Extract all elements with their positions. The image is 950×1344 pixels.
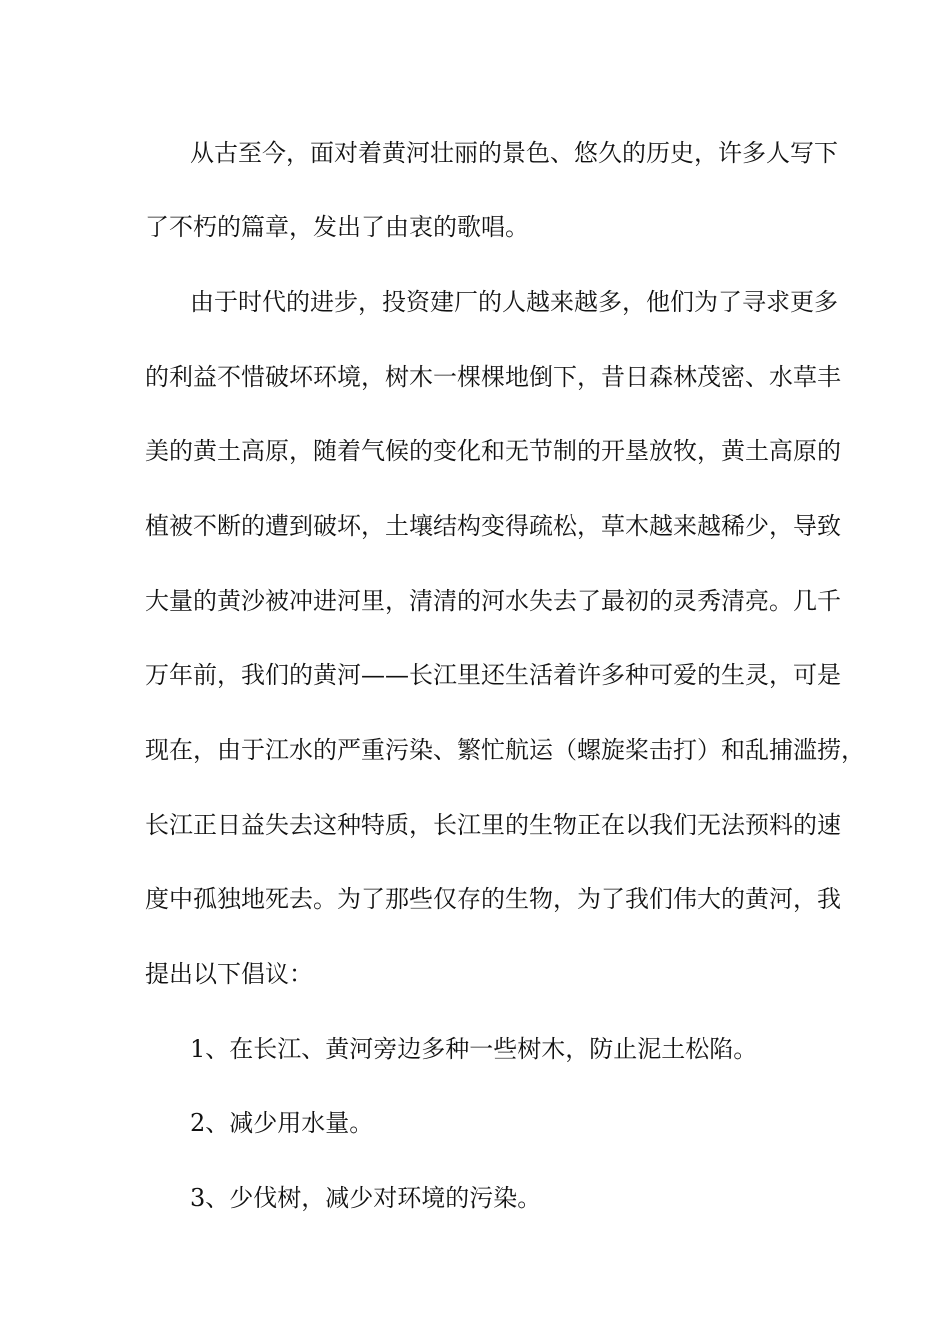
paragraph-2-line-1: 由于时代的进步，投资建厂的人越来越多，他们为了寻求更多 — [190, 288, 838, 316]
proposal-item-1: 1、在长江、黄河旁边多种一些树木，防止泥土松陷。 — [190, 1035, 758, 1063]
paragraph-2-line-5: 大量的黄沙被冲进河里，清清的河水失去了最初的灵秀清亮。几千 — [145, 587, 841, 615]
paragraph-2-line-10: 提出以下倡议： — [145, 960, 313, 988]
paragraph-2-line-6: 万年前，我们的黄河——长江里还生活着许多种可爱的生灵，可是 — [145, 661, 841, 689]
paragraph-2-line-3: 美的黄土高原，随着气候的变化和无节制的开垦放牧，黄土高原的 — [145, 437, 841, 465]
paragraph-2-line-8: 长江正日益失去这种特质，长江里的生物正在以我们无法预料的速 — [145, 811, 841, 839]
paragraph-2-line-9: 度中孤独地死去。为了那些仅存的生物，为了我们伟大的黄河，我 — [145, 885, 841, 913]
paragraph-2-line-7: 现在，由于江水的严重污染、繁忙航运（螺旋桨击打）和乱捕滥捞， — [145, 736, 865, 764]
proposal-item-3: 3、少伐树，减少对环境的污染。 — [190, 1184, 542, 1212]
paragraph-1-line-2: 了不朽的篇章，发出了由衷的歌唱。 — [145, 213, 529, 241]
paragraph-1-line-1: 从古至今，面对着黄河壮丽的景色、悠久的历史，许多人写下 — [190, 139, 838, 167]
paragraph-2-line-2: 的利益不惜破坏环境，树木一棵棵地倒下，昔日森林茂密、水草丰 — [145, 363, 841, 391]
proposal-item-2: 2、减少用水量。 — [190, 1109, 374, 1137]
paragraph-2-line-4: 植被不断的遭到破坏，土壤结构变得疏松，草木越来越稀少，导致 — [145, 512, 841, 540]
